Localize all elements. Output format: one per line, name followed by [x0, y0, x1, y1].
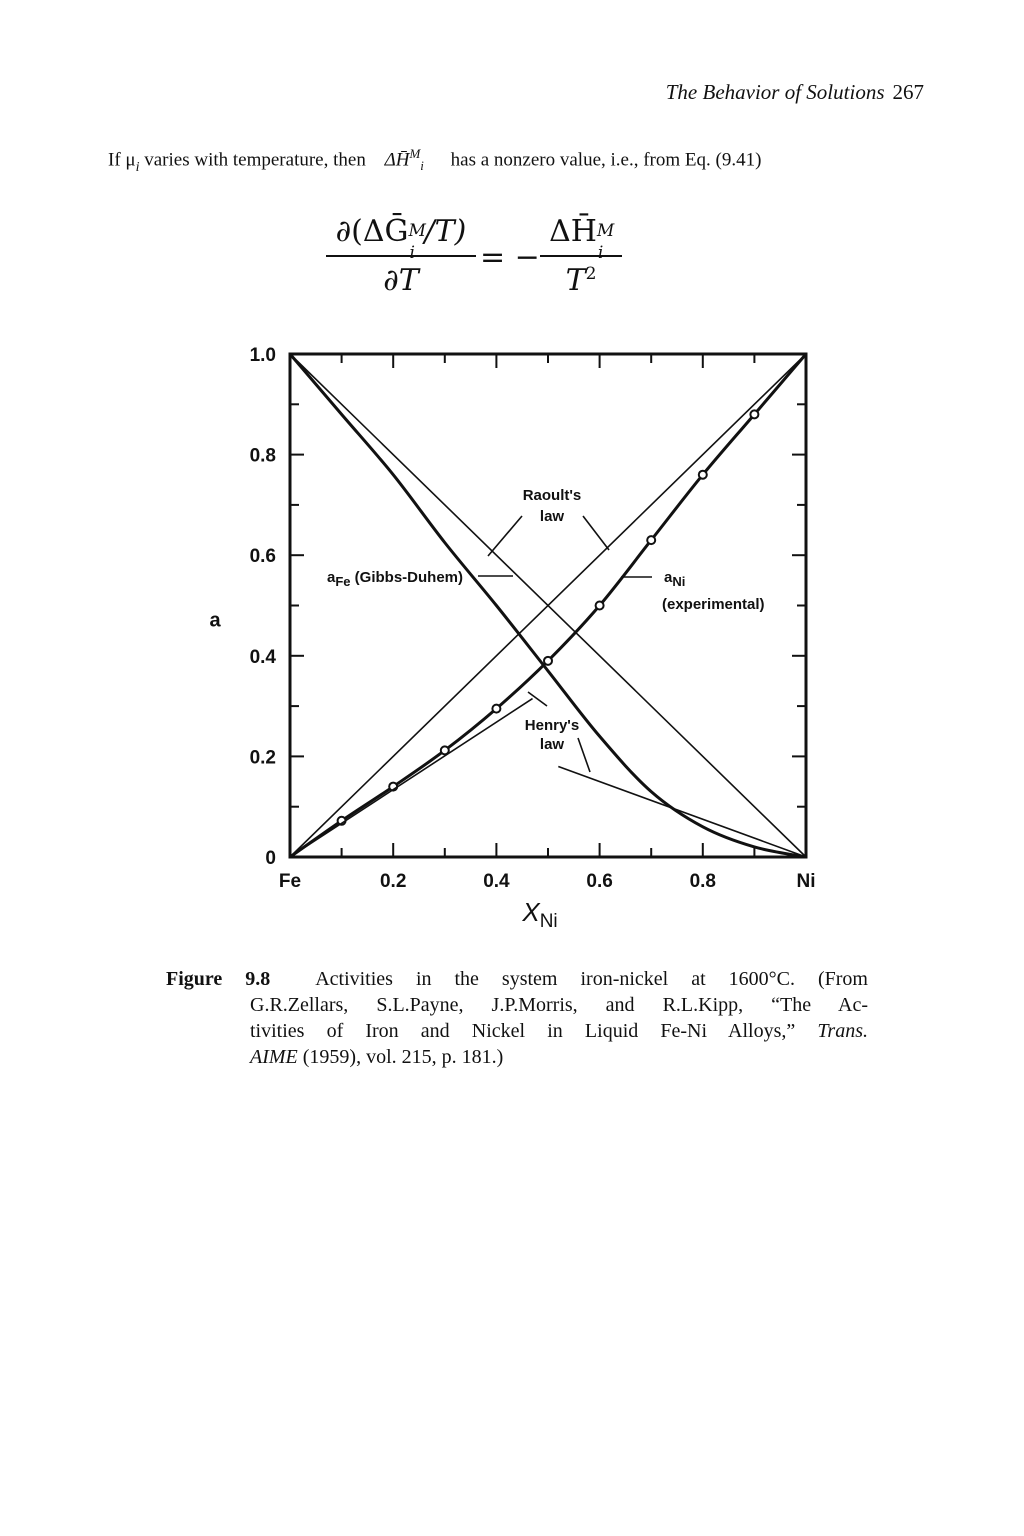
caption-journal-trans: Trans.: [817, 1020, 868, 1042]
caption-line-3: [250, 1018, 868, 1044]
y-tick-label: 0.6: [249, 546, 276, 568]
henry-leader-lower: [578, 738, 590, 772]
y-tick-label: 0.8: [249, 445, 276, 467]
series-line-5: [558, 766, 806, 857]
ani-label: [664, 569, 685, 589]
equation-rhs-fraction: [540, 214, 622, 298]
figure-caption: [166, 966, 868, 1070]
caption-journal-aime: AIME: [250, 1046, 298, 1068]
y-tick-label: 0.4: [249, 646, 276, 668]
x-axis-label-main: X: [522, 897, 540, 927]
data-point: [699, 471, 707, 479]
data-point: [647, 536, 655, 544]
inline-enthalpy-symbol: [385, 146, 424, 174]
rhs-num-sup: M: [596, 221, 615, 241]
y-tick-label: 0.2: [249, 747, 276, 769]
x-tick-label: 0.2: [379, 871, 407, 892]
data-point: [750, 410, 758, 418]
equation-rhs-denominator: [540, 257, 622, 298]
raoult-label-line2: law: [539, 508, 565, 525]
y-axis-label: a: [209, 609, 221, 632]
annotations-group: [327, 487, 765, 772]
rhs-den-base: T: [565, 263, 586, 298]
inline-symbol-base: ΔH̄: [384, 149, 410, 171]
running-head: [666, 80, 924, 105]
ani-label-part-0: a: [664, 569, 673, 586]
x-tick-label: Ni: [796, 871, 816, 892]
rhs-num-sub: i: [597, 243, 604, 263]
y-tick-label: 1.0: [249, 345, 276, 366]
x-tick-label: 0.6: [586, 871, 613, 892]
afe-label: [327, 569, 463, 589]
caption-rest: [166, 992, 868, 1070]
equation-equals: = −: [480, 240, 540, 275]
caption-line-1: [166, 966, 868, 992]
body-text-line: [108, 146, 761, 174]
inline-symbol-sub: i: [420, 158, 424, 174]
running-head-title: The Behavior of Solutions: [665, 80, 885, 104]
ani-label-text: (experimental): [662, 596, 765, 613]
ani-label-part-1: Ni: [672, 574, 686, 589]
equation-rhs-numerator: [540, 214, 622, 263]
rhs-den-sup: 2: [585, 264, 597, 284]
caption-line1-text: Activities in the system iron-nickel at 1600°C. (From: [315, 968, 868, 990]
page-number: 267: [892, 80, 924, 104]
caption-line-2: G.R.Zellars, S.L.Payne, J.P.Morris, and R.L.Kipp, “The Ac-: [250, 994, 868, 1016]
afe-label-part-2: (Gibbs-Duhem): [350, 569, 464, 586]
lhs-num-sub: i: [409, 243, 415, 263]
lhs-num-sup: M: [408, 221, 426, 241]
henry-label-line1: Henry's: [524, 717, 580, 734]
x-axis-label: [521, 897, 557, 932]
equation-lhs-numerator: [326, 214, 476, 263]
caption-line-4: [250, 1044, 868, 1070]
x-tick-label: Fe: [278, 871, 302, 892]
equation-lhs-fraction: [326, 214, 476, 298]
raoult-leader-left: [488, 516, 522, 556]
raoult-leader-right: [583, 516, 609, 550]
caption-line4-text: (1959), vol. 215, p. 181.): [302, 1046, 504, 1068]
lhs-num-pre: ∂(ΔḠ: [335, 214, 409, 249]
series-line-4: [290, 699, 533, 857]
x-tick-label: 0.4: [483, 871, 510, 892]
data-point: [544, 657, 552, 665]
data-point: [596, 602, 604, 610]
raoult-label-line1: Raoult's: [522, 487, 582, 504]
x-axis-label-sub: Ni: [539, 911, 558, 932]
afe-label-part-0: a: [327, 569, 336, 586]
y-tick-label: 0: [265, 848, 276, 869]
figure-chart: [0, 320, 1024, 940]
activity-chart-svg: [0, 320, 1024, 940]
body-text-start: If μ: [108, 149, 136, 171]
equation-lhs-denominator: ∂T: [383, 263, 419, 298]
x-tick-label: 0.8: [689, 871, 717, 892]
equation: [326, 214, 626, 314]
data-point: [492, 705, 500, 713]
inline-symbol-sup: M: [409, 146, 421, 161]
henry-label-line2: law: [539, 736, 565, 753]
mu-subscript: i: [135, 160, 140, 176]
body-text-end: has a nonzero value, i.e., from Eq. (9.41): [450, 149, 762, 171]
body-text-mid: varies with temperature, then: [139, 149, 366, 171]
rhs-num-base: ΔH̄: [549, 214, 597, 249]
caption-label: Figure 9.8: [166, 968, 271, 990]
afe-label-part-1: Fe: [335, 574, 351, 589]
lhs-num-post: /T): [424, 214, 467, 249]
caption-line3-text: tivities of Iron and Nickel in Liquid Fe-Ni Alloys,”: [250, 1020, 796, 1042]
